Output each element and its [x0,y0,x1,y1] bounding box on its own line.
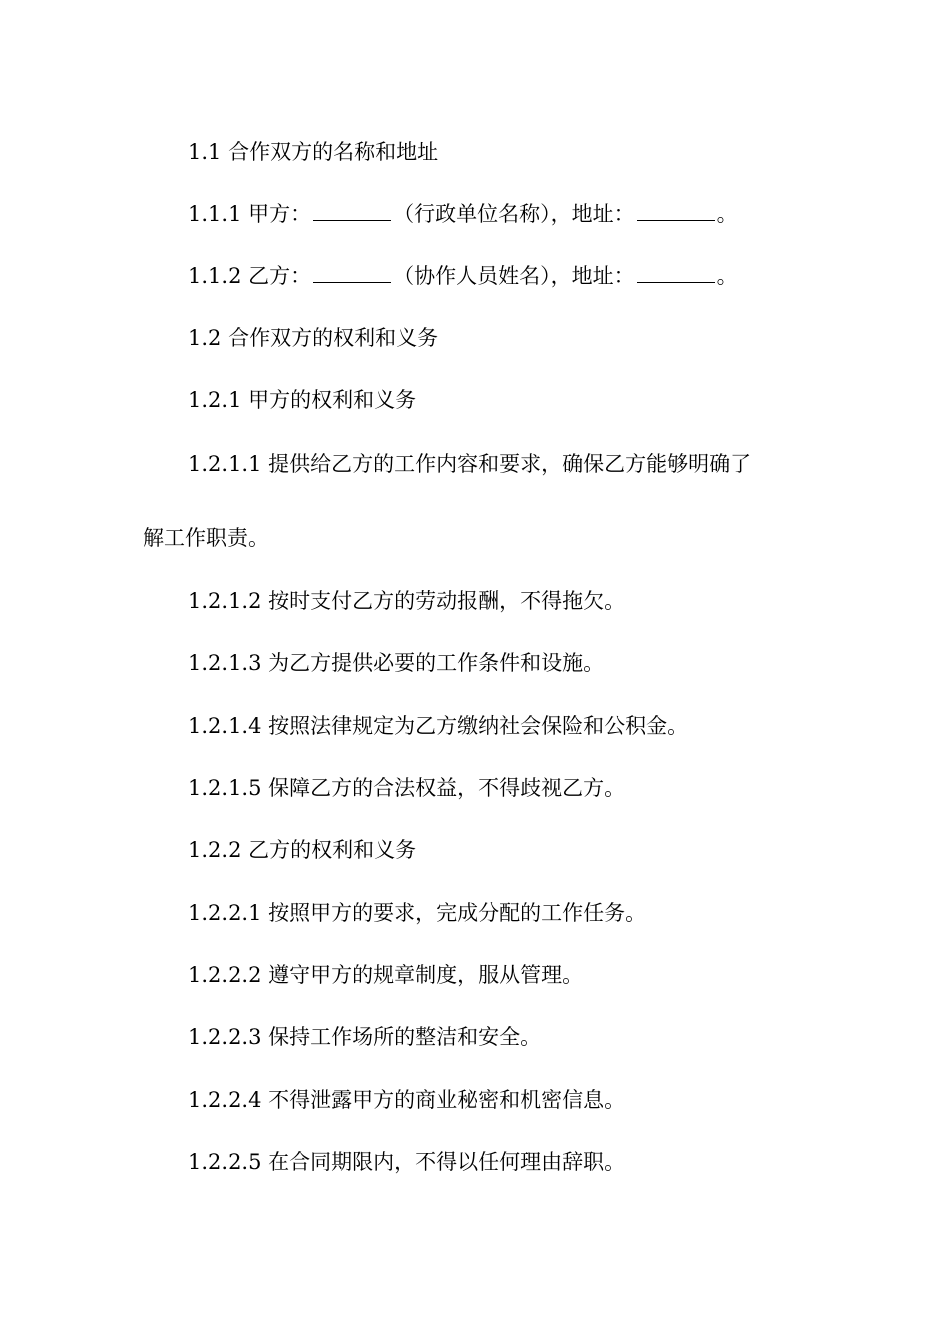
subsection-heading-1-2-1: 1.2.1 甲方的权利和义务 [188,388,417,412]
clause-1-2-2-2: 1.2.2.2 遵守甲方的规章制度，服从管理。 [188,963,584,987]
subsection-heading-1-2-2: 1.2.2 乙方的权利和义务 [188,838,417,862]
clause-1-1-1-party-a [188,202,828,227]
clause-prefix: 1.1.1 甲方： [188,202,312,226]
clause-prefix: 1.1.2 乙方： [188,264,312,288]
blank-line [637,264,715,283]
clause-1-2-1-1-continued: 解工作职责。 [143,526,269,550]
clause-1-1-2-party-b [188,264,828,289]
clause-1-2-1-4: 1.2.1.4 按照法律规定为乙方缴纳社会保险和公积金。 [188,714,689,738]
clause-1-2-2-5: 1.2.2.5 在合同期限内，不得以任何理由辞职。 [188,1150,626,1174]
blank-line [637,202,715,221]
clause-1-2-2-1: 1.2.2.1 按照甲方的要求，完成分配的工作任务。 [188,901,647,925]
clause-1-2-1-1: 1.2.1.1 提供给乙方的工作内容和要求，确保乙方能够明确了 [188,452,752,476]
clause-1-2-1-2: 1.2.1.2 按时支付乙方的劳动报酬，不得拖欠。 [188,589,626,613]
blank-line [313,202,391,221]
section-heading-1-1: 1.1 合作双方的名称和地址 [188,140,439,164]
section-heading-1-2: 1.2 合作双方的权利和义务 [188,326,439,350]
clause-suffix: 。 [716,202,738,226]
clause-mid: （行政单位名称），地址： [393,202,635,226]
clause-1-2-1-3: 1.2.1.3 为乙方提供必要的工作条件和设施。 [188,651,605,675]
clause-suffix: 。 [716,264,738,288]
clause-1-2-2-4: 1.2.2.4 不得泄露甲方的商业秘密和机密信息。 [188,1088,626,1112]
clause-1-2-2-3: 1.2.2.3 保持工作场所的整洁和安全。 [188,1025,542,1049]
clause-1-2-1-5: 1.2.1.5 保障乙方的合法权益，不得歧视乙方。 [188,776,626,800]
clause-mid: （协作人员姓名），地址： [393,264,635,288]
blank-line [313,264,391,283]
